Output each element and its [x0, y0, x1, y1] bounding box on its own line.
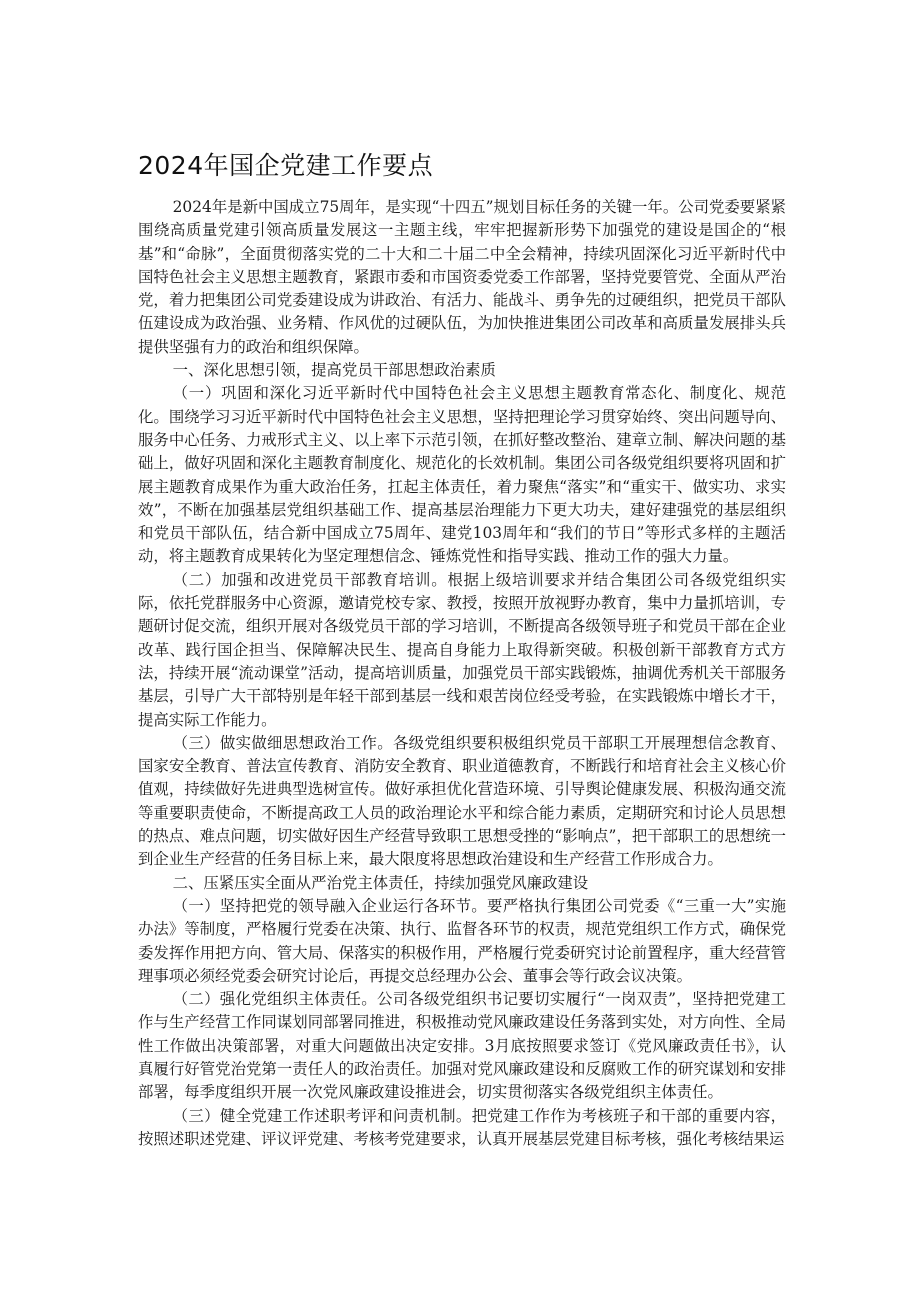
document-body — [138, 196, 786, 1151]
section-2-item-3: （三）健全党建工作述职考评和问责机制。把党建工作作为考核班子和干部的重要内容，按照述职述党建、评议评党建、考核考党建要求，认真开展基层党建目标考核，强化考核结果运 — [138, 1106, 786, 1148]
document-title: 2024年国企党建工作要点 — [138, 151, 434, 180]
intro-paragraph: 2024年是新中国成立75周年，是实现“十四五”规划目标任务的关键一年。公司党委要紧紧围绕高质量党建引领高质量发展这一主题主线，牢牢把握新形势下加强党的建设是国企的“根基”和“命脉”，全面贯彻落实党的二十大和二十届二中全会精神，持续巩固深化习近平新时代中国特色社会主义思想主题教育，紧跟市委和市国资委党委工作部署，坚持党要管党、全面从严治党，着力把集团公司党委建设成为讲政治、有活力、能战斗、勇争先的过硬组织，把党员干部队伍建设成为政治强、业务精、作风优的过硬队伍，为加快推进集团公司改革和高质量发展排头兵提供坚强有力的政治和组织保障。 — [138, 198, 786, 356]
section-1-item-1: （一）巩固和深化习近平新时代中国特色社会主义思想主题教育常态化、制度化、规范化。围绕学习习近平新时代中国特色社会主义思想，坚持把理论学习贯穿始终、突出问题导向、服务中心任务、力戒形式主义、以上率下示范引领，在抓好整改整治、建章立制、解决问题的基础上，做好巩固和深化主题教育制度化、规范化的长效机制。集团公司各级党组织要将巩固和扩展主题教育成果作为重大政治任务，扛起主体责任，着力聚焦“落实”和“重实干、做实功、求实效”，不断在加强基层党组织基础工作、提高基层治理能力下更大功夫，建好建强党的基层组织和党员干部队伍，结合新中国成立75周年、建党103周年和“我们的节日”等形式多样的主题活动，将主题教育成果转化为坚定理想信念、锤炼党性和指导实践、推动工作的强大力量。 — [138, 384, 786, 566]
section-2-item-1: （一）坚持把党的领导融入企业运行各环节。要严格执行集团公司党委《“三重一大”实施办法》等制度，严格履行党委在决策、执行、监督各环节的权责，规范党组织工作方式，确保党委发挥作用把方向、管大局、保落实的积极作用，严格履行党委研究讨论前置程序，重大经营管理事项必须经党委会研究讨论后，再提交总经理办公会、董事会等行政会议决策。 — [138, 896, 786, 985]
section-1-item-2: （二）加强和改进党员干部教育培训。根据上级培训要求并结合集团公司各级党组织实际，依托党群服务中心资源，邀请党校专家、教授，按照开放视野办教育，集中力量抓培训，专题研讨促交流，组织开展对各级党员干部的学习培训，不断提高各级领导班子和党员干部在企业改革、践行国企担当、保障解决民生、提高自身能力上取得新突破。积极创新干部教育方式方法，持续开展“流动课堂”活动，提高培训质量，加强党员干部实践锻炼，抽调优秀机关干部服务基层，引导广大干部特别是年轻干部到基层一线和艰苦岗位经受考验，在实践锻炼中增长才干，提高实际工作能力。 — [138, 570, 786, 729]
section-heading-2: 二、压紧压实全面从严治党主体责任，持续加强党风廉政建设 — [172, 873, 589, 892]
section-1-item-3: （三）做实做细思想政治工作。各级党组织要积极组织党员干部职工开展理想信念教育、国家安全教育、普法宣传教育、消防安全教育、职业道德教育，不断践行和培育社会主义核心价值观，持续做好先进典型选树宣传。做好承担优化营造环境、引导舆论健康发展、积极沟通交流等重要职责使命，不断提高政工人员的政治理论水平和综合能力素质，定期研究和讨论人员思想的热点、难点问题，切实做好因生产经营导致职工思想受挫的“影响点”，把干部职工的思想统一到企业生产经营的任务目标上来，最大限度将思想政治建设和生产经营工作形成合力。 — [138, 733, 786, 869]
section-2-item-2: （二）强化党组织主体责任。公司各级党组织书记要切实履行“一岗双责”，坚持把党建工作与生产经营工作同谋划同部署同推进，积极推动党风廉政建设任务落到实处，对方向性、全局性工作做出决策部署，对重大问题做出决定安排。3月底按照要求签订《党风廉政责任书》，认真履行好管党治党第一责任人的政治责任。加强对党风廉政建设和反腐败工作的研究谋划和安排部署，每季度组织开展一次党风廉政建设推进会，切实贯彻落实各级党组织主体责任。 — [138, 990, 786, 1102]
section-heading-1: 一、深化思想引领，提高党员干部思想政治素质 — [172, 361, 496, 380]
